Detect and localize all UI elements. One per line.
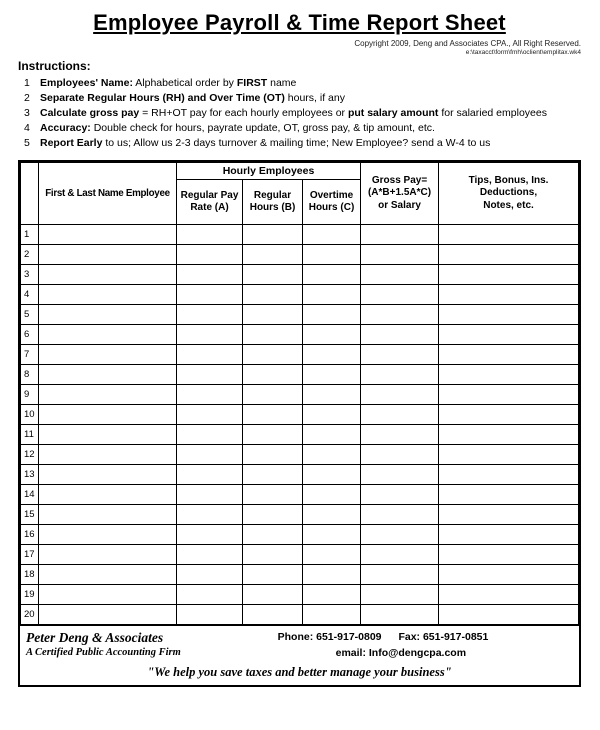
- empty-cell: [439, 425, 579, 445]
- table-row: [21, 545, 579, 565]
- empty-cell: [177, 565, 243, 585]
- empty-cell: [361, 405, 439, 425]
- row-number: 12: [21, 445, 39, 465]
- table-row: [21, 565, 579, 585]
- row-number: 6: [21, 325, 39, 345]
- empty-cell: [243, 605, 303, 625]
- row-number: 18: [21, 565, 39, 585]
- empty-cell: [361, 285, 439, 305]
- empty-cell: [177, 605, 243, 625]
- empty-cell: [361, 345, 439, 365]
- instruction-item: [18, 76, 581, 91]
- empty-cell: [303, 565, 361, 585]
- empty-cell: [303, 545, 361, 565]
- payroll-sheet: [18, 160, 581, 687]
- empty-cell: [303, 425, 361, 445]
- empty-cell: [177, 405, 243, 425]
- empty-cell: [439, 565, 579, 585]
- empty-cell: [243, 525, 303, 545]
- table-row: [21, 405, 579, 425]
- empty-cell: [243, 385, 303, 405]
- row-number: 2: [21, 245, 39, 265]
- empty-cell: [303, 405, 361, 425]
- empty-cell: [243, 285, 303, 305]
- empty-cell: [361, 485, 439, 505]
- instruction-item: [18, 121, 581, 136]
- instruction-number: 3: [24, 107, 30, 120]
- empty-cell: [243, 405, 303, 425]
- phone-label: Phone:: [277, 631, 314, 644]
- empty-cell: [39, 225, 177, 245]
- empty-cell: [361, 465, 439, 485]
- empty-cell: [303, 505, 361, 525]
- tips-column-header: Tips, Bonus, Ins. Deductions, Notes, etc.: [439, 163, 579, 225]
- empty-cell: [439, 585, 579, 605]
- empty-cell: [39, 565, 177, 585]
- empty-cell: [439, 445, 579, 465]
- empty-cell: [243, 425, 303, 445]
- empty-cell: [439, 365, 579, 385]
- table-row: [21, 365, 579, 385]
- instruction-text: Separate Regular Hours (RH) and Over Time (OT) hours, if any: [40, 92, 345, 105]
- instruction-text: Calculate gross pay = RH+OT pay for each hourly employees or put salary amount for salaried employees: [40, 107, 547, 120]
- empty-cell: [39, 545, 177, 565]
- empty-cell: [243, 325, 303, 345]
- empty-cell: [361, 385, 439, 405]
- table-row: [21, 325, 579, 345]
- instruction-text: Accuracy: Double check for hours, payrate update, OT, gross pay, & tip amount, etc.: [40, 122, 435, 135]
- empty-cell: [303, 385, 361, 405]
- instructions-section: [18, 59, 581, 151]
- copyright-block: [18, 39, 581, 57]
- company-tagline: A Certified Public Accounting Firm: [26, 647, 181, 659]
- empty-cell: [439, 525, 579, 545]
- empty-cell: [439, 465, 579, 485]
- pay-rate-column-header: Regular Pay Rate (A): [177, 180, 243, 225]
- empty-cell: [439, 605, 579, 625]
- table-row: [21, 345, 579, 365]
- empty-cell: [177, 385, 243, 405]
- empty-cell: [439, 405, 579, 425]
- empty-cell: [439, 385, 579, 405]
- footer: [20, 625, 579, 685]
- instruction-number: 4: [24, 122, 30, 135]
- empty-cell: [243, 485, 303, 505]
- instruction-number: 5: [24, 137, 30, 150]
- empty-cell: [303, 525, 361, 545]
- table-row: [21, 385, 579, 405]
- empty-cell: [361, 605, 439, 625]
- empty-cell: [39, 245, 177, 265]
- instruction-text: Report Early to us; Allow us 2-3 days turnover & mailing time; New Employee? send a W-4 to us: [40, 137, 491, 150]
- empty-cell: [303, 285, 361, 305]
- row-number: 20: [21, 605, 39, 625]
- empty-cell: [243, 465, 303, 485]
- row-number: 15: [21, 505, 39, 525]
- row-number: 16: [21, 525, 39, 545]
- footer-quote: "We help you save taxes and better manage your business": [147, 665, 452, 680]
- empty-cell: [177, 305, 243, 325]
- empty-cell: [243, 505, 303, 525]
- payroll-table: [20, 162, 579, 625]
- row-number: 14: [21, 485, 39, 505]
- empty-cell: [243, 305, 303, 325]
- table-row: [21, 585, 579, 605]
- empty-cell: [39, 445, 177, 465]
- empty-cell: [243, 225, 303, 245]
- empty-cell: [361, 305, 439, 325]
- table-row: [21, 265, 579, 285]
- instruction-number: 2: [24, 92, 30, 105]
- empty-cell: [39, 585, 177, 605]
- empty-cell: [39, 305, 177, 325]
- table-row: [21, 305, 579, 325]
- footer-main: [26, 629, 573, 661]
- empty-cell: [439, 265, 579, 285]
- email-address: Info@dengcpa.com: [368, 647, 467, 660]
- copyright-line: Copyright 2009, Deng and Associates CPA., All Right Reserved.: [354, 39, 581, 48]
- phone-number: 651-917-0809: [316, 631, 382, 644]
- empty-cell: [39, 385, 177, 405]
- row-number: 10: [21, 405, 39, 425]
- instruction-number: 1: [24, 77, 30, 90]
- row-number: 19: [21, 585, 39, 605]
- row-number: 9: [21, 385, 39, 405]
- empty-cell: [361, 505, 439, 525]
- row-number: 8: [21, 365, 39, 385]
- row-number: 7: [21, 345, 39, 365]
- table-row: [21, 505, 579, 525]
- table-row: [21, 245, 579, 265]
- empty-cell: [177, 445, 243, 465]
- empty-cell: [177, 425, 243, 445]
- table-row: [21, 485, 579, 505]
- empty-cell: [177, 505, 243, 525]
- empty-cell: [439, 305, 579, 325]
- empty-cell: [243, 345, 303, 365]
- empty-cell: [303, 345, 361, 365]
- empty-cell: [39, 425, 177, 445]
- empty-cell: [39, 485, 177, 505]
- empty-cell: [39, 345, 177, 365]
- empty-cell: [303, 585, 361, 605]
- empty-cell: [177, 325, 243, 345]
- empty-cell: [177, 265, 243, 285]
- empty-cell: [177, 345, 243, 365]
- fax-label: Fax:: [398, 631, 421, 644]
- empty-cell: [303, 365, 361, 385]
- row-number: 5: [21, 305, 39, 325]
- empty-cell: [177, 545, 243, 565]
- footer-contact-block: [278, 629, 573, 661]
- empty-cell: [243, 545, 303, 565]
- empty-cell: [361, 445, 439, 465]
- empty-cell: [303, 465, 361, 485]
- row-number: 17: [21, 545, 39, 565]
- instruction-item: [18, 91, 581, 106]
- table-row: [21, 425, 579, 445]
- empty-cell: [439, 505, 579, 525]
- empty-cell: [243, 585, 303, 605]
- empty-cell: [243, 565, 303, 585]
- empty-cell: [439, 225, 579, 245]
- empty-cell: [361, 365, 439, 385]
- instruction-item: [18, 136, 581, 151]
- empty-cell: [361, 245, 439, 265]
- empty-cell: [303, 485, 361, 505]
- empty-cell: [243, 365, 303, 385]
- empty-cell: [361, 265, 439, 285]
- empty-cell: [361, 545, 439, 565]
- file-path-line: e:\taxacct\form\fmh\oclient\emplitax.wk4: [465, 49, 581, 56]
- empty-cell: [303, 265, 361, 285]
- empty-cell: [439, 325, 579, 345]
- empty-cell: [243, 265, 303, 285]
- company-name: Peter Deng & Associates: [26, 630, 164, 646]
- footer-company-block: [26, 629, 278, 661]
- empty-cell: [39, 505, 177, 525]
- empty-cell: [177, 465, 243, 485]
- row-number: 3: [21, 265, 39, 285]
- empty-cell: [303, 445, 361, 465]
- instruction-text: Employees' Name: Alphabetical order by FIRST name: [40, 77, 297, 90]
- empty-cell: [39, 365, 177, 385]
- hourly-employees-group-header: Hourly Employees: [177, 163, 361, 180]
- empty-cell: [177, 225, 243, 245]
- empty-cell: [39, 605, 177, 625]
- page-title: Employee Payroll & Time Report Sheet: [93, 10, 506, 35]
- empty-cell: [303, 605, 361, 625]
- table-row: [21, 525, 579, 545]
- overtime-hours-column-header: Overtime Hours (C): [303, 180, 361, 225]
- empty-cell: [361, 525, 439, 545]
- instruction-item: [18, 106, 581, 121]
- empty-cell: [243, 245, 303, 265]
- empty-cell: [303, 305, 361, 325]
- empty-cell: [439, 345, 579, 365]
- row-number: 11: [21, 425, 39, 445]
- row-number: 13: [21, 465, 39, 485]
- empty-cell: [361, 585, 439, 605]
- empty-cell: [177, 585, 243, 605]
- empty-cell: [177, 365, 243, 385]
- table-row: [21, 445, 579, 465]
- empty-cell: [39, 285, 177, 305]
- empty-cell: [243, 445, 303, 465]
- empty-cell: [177, 485, 243, 505]
- fax-number: 651-917-0851: [422, 631, 489, 644]
- empty-cell: [39, 525, 177, 545]
- empty-cell: [303, 245, 361, 265]
- empty-cell: [39, 325, 177, 345]
- empty-cell: [361, 425, 439, 445]
- empty-cell: [439, 285, 579, 305]
- empty-cell: [39, 265, 177, 285]
- row-number: 1: [21, 225, 39, 245]
- empty-cell: [177, 245, 243, 265]
- empty-cell: [361, 325, 439, 345]
- row-number: 4: [21, 285, 39, 305]
- gross-pay-column-header: Gross Pay= (A*B+1.5A*C) or Salary: [361, 163, 439, 225]
- empty-cell: [177, 525, 243, 545]
- payroll-table-body: [21, 225, 579, 625]
- row-number-header: [21, 163, 39, 225]
- name-column-header: First & Last Name Employee: [39, 163, 177, 225]
- empty-cell: [39, 405, 177, 425]
- phone-fax-line: [278, 629, 573, 645]
- empty-cell: [439, 545, 579, 565]
- empty-cell: [361, 565, 439, 585]
- empty-cell: [303, 225, 361, 245]
- table-row: [21, 225, 579, 245]
- empty-cell: [177, 285, 243, 305]
- email-line: [278, 645, 573, 661]
- instructions-heading: Instructions:: [18, 59, 91, 74]
- empty-cell: [303, 325, 361, 345]
- empty-cell: [439, 485, 579, 505]
- regular-hours-column-header: Regular Hours (B): [243, 180, 303, 225]
- table-row: [21, 465, 579, 485]
- empty-cell: [39, 465, 177, 485]
- email-label: email:: [335, 647, 366, 660]
- table-row: [21, 605, 579, 625]
- empty-cell: [439, 245, 579, 265]
- table-row: [21, 285, 579, 305]
- empty-cell: [361, 225, 439, 245]
